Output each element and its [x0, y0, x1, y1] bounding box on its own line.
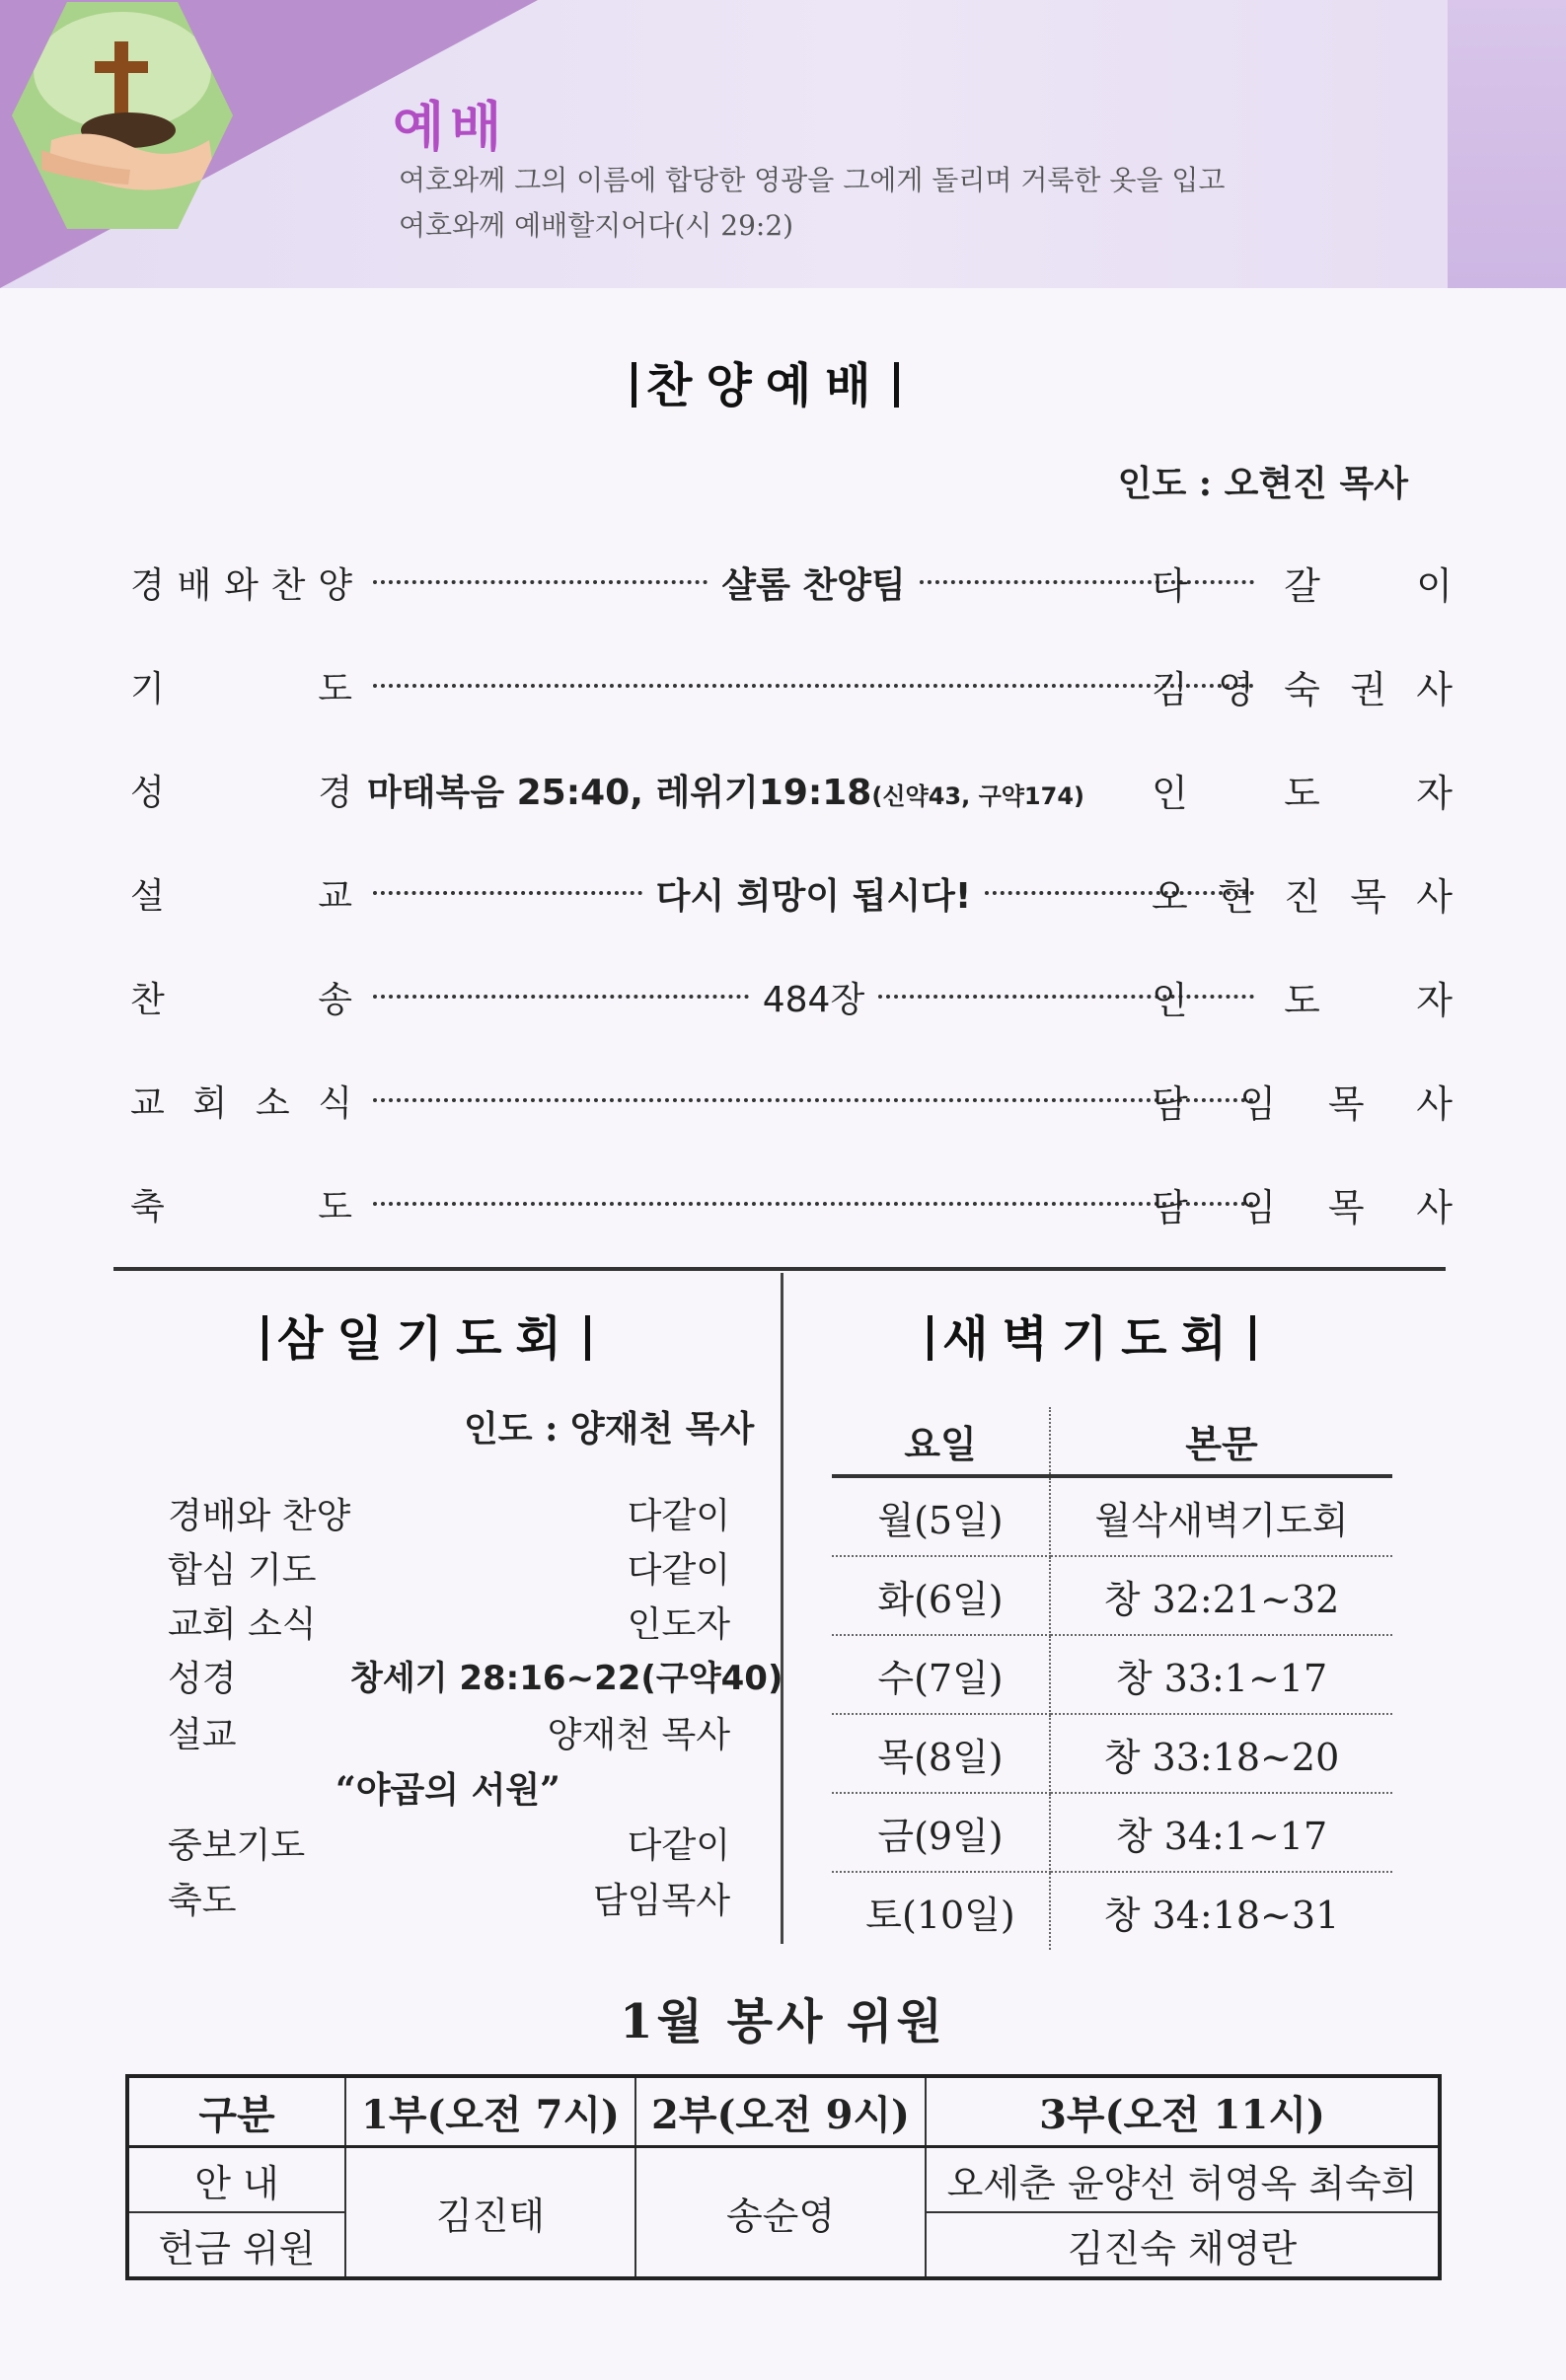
- volunteers-table: [125, 2074, 1442, 2280]
- dawn-text-cell: 창 33:18~20: [1050, 1714, 1392, 1793]
- order-content-text: 샬롬 찬양팀: [721, 564, 906, 606]
- order-by: 인 도 자: [1152, 771, 1453, 815]
- row-label-guide: 안 내: [127, 2147, 345, 2213]
- verse-line-1: 여호와께 그의 이름에 합당한 영광을 그에게 돌리며 거룩한 옷을 입고: [399, 164, 1226, 196]
- dawn-text-cell: 창 34:1~17: [1050, 1793, 1392, 1872]
- wed-item-label: 중보기도: [168, 1825, 306, 1866]
- order-content: [367, 967, 1260, 1026]
- table-row: [832, 1872, 1392, 1950]
- col-service1-header: 1부(오전 7시): [345, 2076, 635, 2147]
- wed-item-by: 다같이: [627, 1550, 730, 1591]
- order-content: [367, 863, 1260, 923]
- order-label: 교 회 소 식: [130, 1082, 352, 1124]
- wednesday-prayer-title-text: 삼일기도회: [277, 1311, 575, 1367]
- table-header-row: [832, 1407, 1392, 1476]
- dawn-day-cell: 토(10일): [832, 1872, 1050, 1950]
- order-row: [130, 553, 1453, 612]
- order-by: 담 임 목 사: [1152, 1185, 1453, 1229]
- volunteers-title: 1월 봉사 위원: [620, 1994, 946, 2049]
- table-header-row: [127, 2076, 1440, 2147]
- order-label: 설 교: [130, 875, 352, 917]
- wed-item-by: 양재천 목사: [547, 1715, 730, 1755]
- col-service3-header: 3부(오전 11시): [926, 2076, 1440, 2147]
- leader-dots: [373, 684, 1254, 688]
- order-scripture: 마태복음 25:40, 레위기19:18(신약43, 구약174): [367, 772, 1085, 813]
- order-content: [367, 1174, 1260, 1233]
- order-row: [130, 967, 1453, 1026]
- order-row: [130, 656, 1453, 715]
- order-by: 담 임 목 사: [1152, 1081, 1453, 1126]
- praise-service-title-text: 찬양예배: [646, 358, 885, 413]
- leader-dots: [373, 1202, 1254, 1206]
- row-label-offering: 헌금 위원: [127, 2212, 345, 2278]
- wed-item-by: 담임목사: [592, 1881, 730, 1921]
- order-row: [130, 863, 1453, 923]
- title-bar-left: [262, 1315, 267, 1361]
- col-category-header: 구분: [127, 2076, 345, 2147]
- wed-item-content: 창세기 28:16~22(구약40): [350, 1659, 783, 1698]
- table-row: [832, 1476, 1392, 1556]
- dawn-text-cell: 창 32:21~32: [1050, 1556, 1392, 1635]
- service1-volunteer: 김진태: [345, 2147, 635, 2279]
- wed-item-label: 축도: [168, 1881, 237, 1921]
- title-bar-left: [632, 362, 636, 408]
- order-content-text: 484장: [762, 979, 865, 1020]
- header-banner: [0, 0, 1566, 288]
- col-service2-header: 2부(오전 9시): [635, 2076, 926, 2147]
- wed-item-by: 다같이: [627, 1496, 730, 1536]
- order-content: [367, 656, 1260, 715]
- dawn-day-cell: 화(6일): [832, 1556, 1050, 1635]
- page-title: 예배: [393, 96, 508, 158]
- dawn-day-cell: 월(5일): [832, 1476, 1050, 1556]
- table-row: [832, 1635, 1392, 1714]
- dawn-prayer-title-text: 새벽기도회: [942, 1311, 1240, 1367]
- section-divider: [113, 1267, 1446, 1271]
- title-bar-right: [585, 1315, 590, 1361]
- dawn-text-cell: 월삭새벽기도회: [1050, 1476, 1392, 1556]
- order-row: [130, 760, 1453, 819]
- title-bar-left: [928, 1315, 932, 1361]
- col-text-header: 본문: [1050, 1407, 1392, 1476]
- dawn-day-cell: 목(8일): [832, 1714, 1050, 1793]
- header-verse: [399, 158, 1385, 249]
- verse-line-2: 여호와께 예배할지어다(시 29:2): [399, 209, 794, 242]
- wed-item-label: 합심 기도: [168, 1550, 317, 1591]
- column-divider: [781, 1273, 783, 1944]
- header-side-band: [1448, 0, 1566, 288]
- order-label: 축 도: [130, 1186, 352, 1227]
- order-scripture-note: (신약43, 구약174): [871, 781, 1085, 810]
- list-item: [168, 1488, 730, 1541]
- order-label: 경 배 와 찬 양: [130, 564, 352, 606]
- order-by: 인 도 자: [1152, 978, 1453, 1022]
- service3-offering: 김진숙 채영란: [926, 2212, 1440, 2278]
- wednesday-prayer-leader: 인도 : 양재천 목사: [464, 1408, 755, 1450]
- list-item: [168, 1651, 783, 1704]
- wednesday-sermon-title: “야곱의 서원”: [336, 1769, 560, 1811]
- leader-dots: [373, 580, 708, 584]
- wed-item-by: 인도자: [627, 1604, 730, 1645]
- leader-dots: [373, 891, 642, 895]
- order-row: [130, 1174, 1453, 1233]
- col-day-header: 요일: [832, 1407, 1050, 1476]
- list-item: [168, 1707, 730, 1760]
- dawn-prayer-title: [918, 1301, 1265, 1369]
- wed-item-by: 다같이: [627, 1825, 730, 1866]
- order-by: 다 갈 이: [1152, 563, 1453, 608]
- wed-item-label: 설교: [168, 1715, 237, 1755]
- wed-item-label: 성경: [168, 1659, 237, 1699]
- order-label: 기 도: [130, 668, 352, 709]
- title-bar-right: [894, 362, 899, 408]
- leader-dots: [373, 1098, 1254, 1102]
- praise-service-leader: 인도 : 오현진 목사: [1117, 463, 1408, 504]
- table-row: [832, 1793, 1392, 1872]
- service2-volunteer: 송순영: [635, 2147, 926, 2279]
- table-row: [127, 2147, 1440, 2213]
- dawn-text-cell: 창 34:18~31: [1103, 1893, 1340, 1937]
- order-label: 성 경: [130, 772, 352, 813]
- order-content: [367, 1071, 1260, 1130]
- wednesday-prayer-title: [253, 1301, 600, 1369]
- title-bar-right: [1250, 1315, 1255, 1361]
- order-by: 오 현 진 목 사: [1152, 874, 1453, 919]
- order-label: 찬 송: [130, 979, 352, 1020]
- list-item: [168, 1597, 730, 1650]
- order-row: [130, 1071, 1453, 1130]
- table-row: [832, 1714, 1392, 1793]
- leader-dots: [373, 995, 749, 999]
- list-item: [168, 1818, 730, 1871]
- dawn-day-cell: 금(9일): [832, 1793, 1050, 1872]
- order-content: [367, 553, 1260, 612]
- order-content-text: 다시 희망이 됩시다!: [655, 875, 972, 917]
- praise-service-title: [622, 347, 909, 415]
- wed-item-label: 경배와 찬양: [168, 1496, 351, 1536]
- dawn-day-cell: 수(7일): [832, 1635, 1050, 1714]
- dawn-text-cell: 창 33:1~17: [1050, 1635, 1392, 1714]
- dawn-prayer-table: [832, 1407, 1392, 1950]
- list-item: [168, 1542, 730, 1596]
- order-by: 김 영 숙 권 사: [1152, 667, 1453, 711]
- table-row: [832, 1556, 1392, 1635]
- list-item: [168, 1873, 730, 1926]
- wed-item-label: 교회 소식: [168, 1604, 317, 1645]
- order-content: [367, 760, 1260, 819]
- service3-guide: 오세춘 윤양선 허영옥 최숙희: [926, 2147, 1440, 2213]
